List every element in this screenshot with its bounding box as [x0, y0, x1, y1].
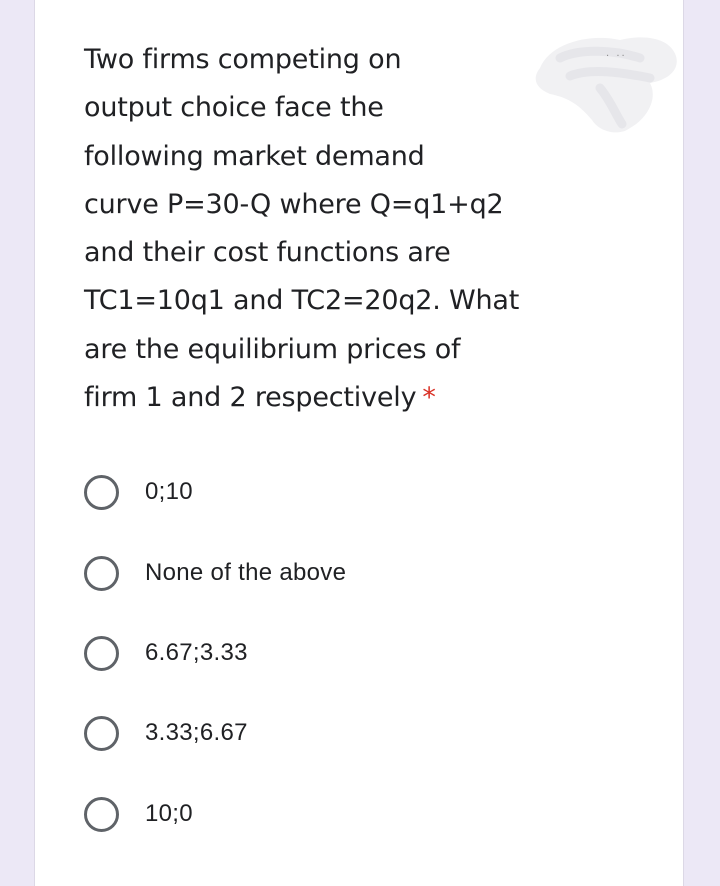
question-line: TC1=10q1 and TC2=20q2. What — [84, 285, 520, 317]
question-line: Two firms competing on — [84, 44, 402, 75]
more-vert-icon[interactable]: · ·· — [606, 51, 627, 62]
option-label: None of the above — [145, 559, 347, 586]
radio-option-10-0[interactable] — [80, 792, 193, 836]
radio-option-0-10[interactable] — [80, 470, 193, 514]
radio-button[interactable] — [84, 475, 119, 510]
radio-button[interactable] — [84, 556, 119, 591]
radio-button[interactable] — [84, 716, 119, 751]
question-line: and their cost functions are — [84, 237, 451, 269]
question-line: are the equilibrium prices of — [84, 333, 461, 365]
radio-option-none[interactable] — [80, 551, 346, 595]
question-line: following market demand — [84, 140, 425, 172]
option-label: 6.67;3.33 — [145, 639, 248, 666]
radio-button[interactable] — [84, 797, 119, 832]
radio-option-6-67-3-33[interactable] — [80, 631, 248, 675]
radio-button[interactable] — [84, 636, 119, 671]
question-line: curve P=30-Q where Q=q1+q2 — [84, 188, 504, 220]
question-text — [84, 36, 554, 422]
option-label: 0;10 — [145, 478, 193, 505]
radio-option-3-33-6-67[interactable] — [80, 711, 248, 755]
question-line: firm 1 and 2 respectively — [84, 382, 417, 414]
option-label: 10;0 — [145, 800, 193, 827]
required-asterisk: * — [422, 382, 436, 414]
question-line: output choice face the — [84, 92, 384, 124]
option-label: 3.33;6.67 — [145, 719, 248, 746]
